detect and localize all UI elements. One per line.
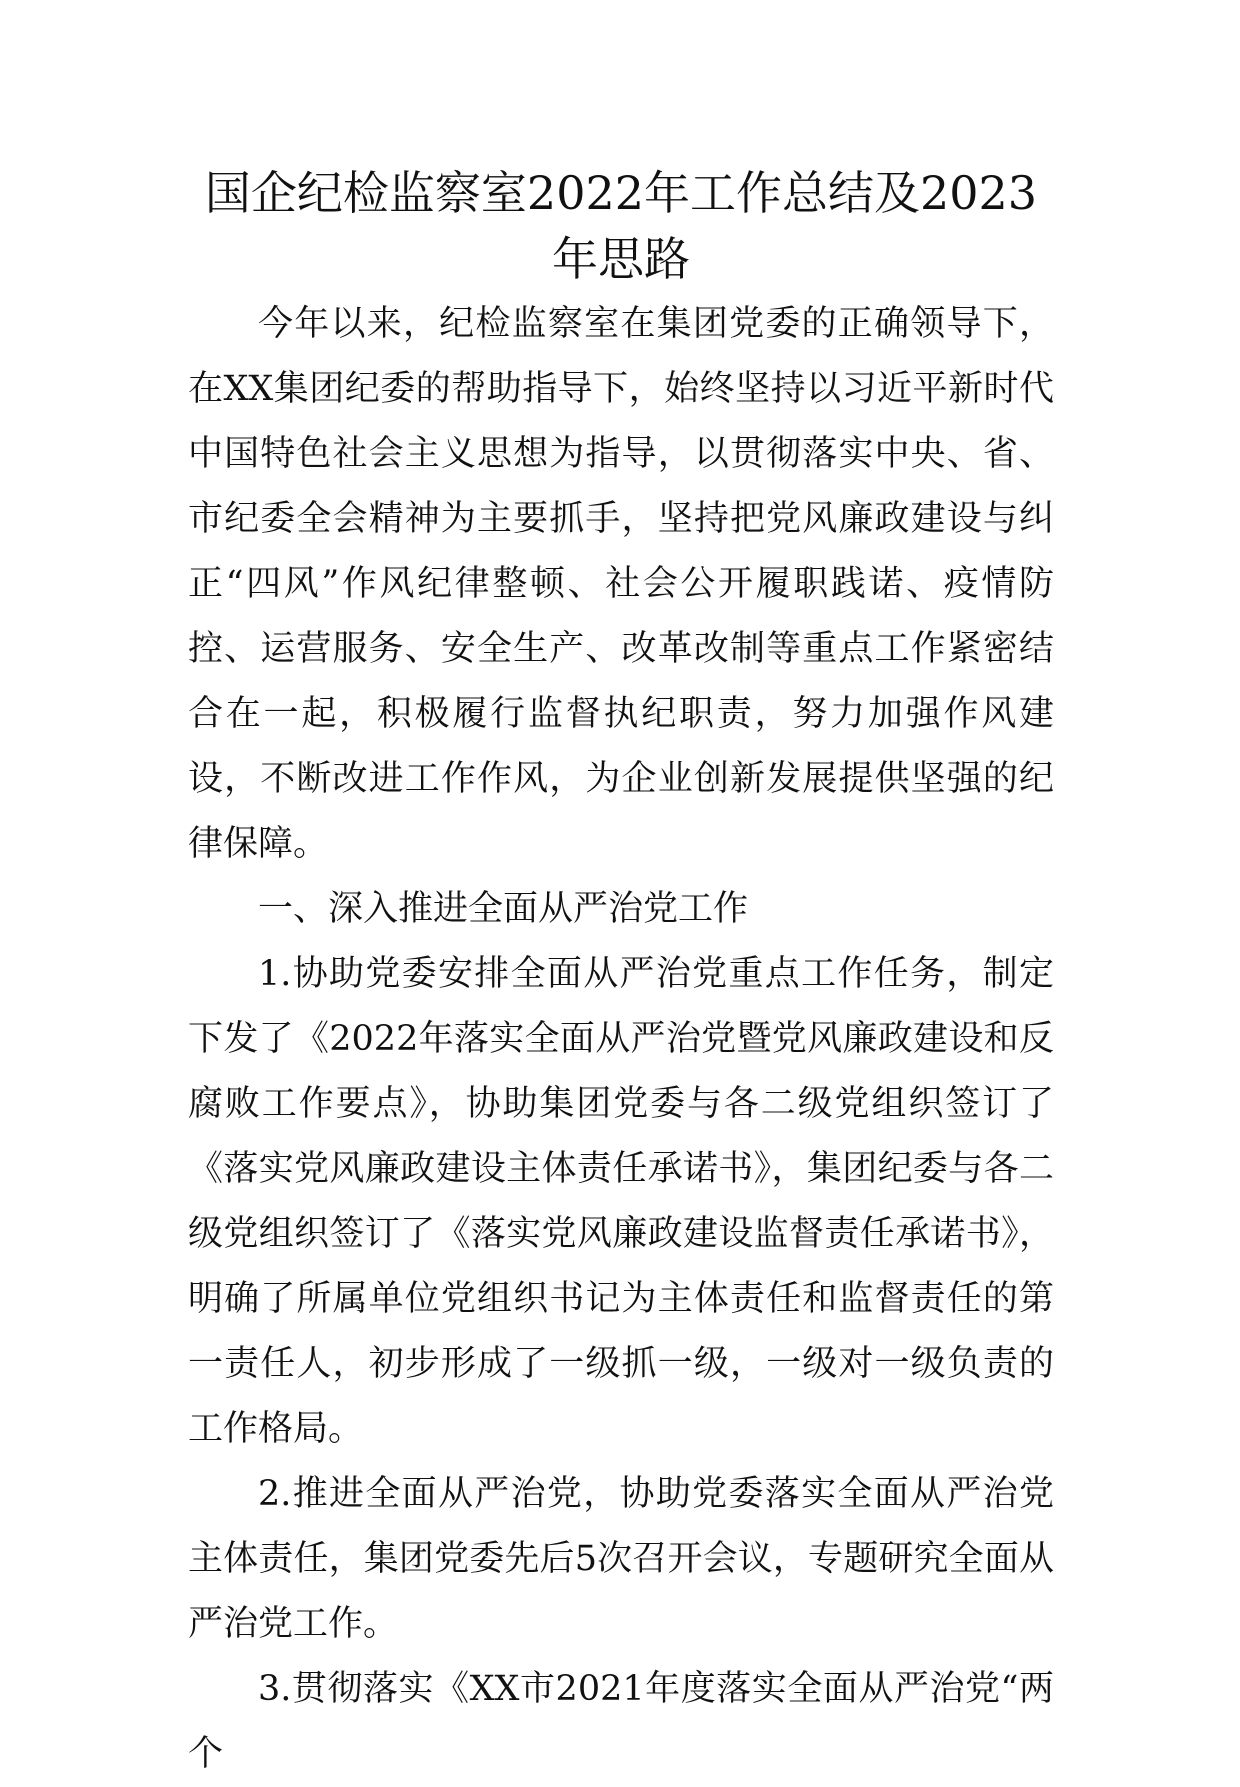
section-item-2: 2.推进全面从严治党，协助党委落实全面从严治党主体责任，集团党委先后5次召开会议，专题研究全面从严治党工作。 bbox=[188, 1474, 1054, 1644]
section-item-3: 3.贯彻落实《XX市2021年度落实全面从严治党“两个 bbox=[188, 1669, 1054, 1774]
document-body bbox=[188, 160, 1054, 1787]
document-title: 国企纪检监察室2022年工作总结及2023年思路 bbox=[204, 166, 1038, 286]
section-item-1: 1.协助党委安排全面从严治党重点工作任务，制定下发了《2022年落实全面从严治党暨党风廉政建设和反腐败工作要点》，协助集团党委与各二级党组织签订了《落实党风廉政建设主体责任承诺书》，集团纪委与各二级党组织签订了《落实党风廉政建设监督责任承诺书》，明确了所属单位党组织书记为主体责任和监督责任的第一责任人，初步形成了一级抓一级，一级对一级负责的工作格局。 bbox=[188, 954, 1054, 1449]
section-heading: 一、深入推进全面从严治党工作 bbox=[258, 889, 749, 929]
intro-paragraph: 今年以来，纪检监察室在集团党委的正确领导下，在XX集团纪委的帮助指导下，始终坚持以习近平新时代中国特色社会主义思想为指导，以贯彻落实中央、省、市纪委全会精神为主要抓手，坚持把党风廉政建设与纠正“四风”作风纪律整顿、社会公开履职践诺、疫情防控、运营服务、安全生产、改革改制等重点工作紧密结合在一起，积极履行监督执纪职责，努力加强作风建设，不断改进工作作风，为企业创新发展提供坚强的纪律保障。 bbox=[188, 304, 1054, 864]
